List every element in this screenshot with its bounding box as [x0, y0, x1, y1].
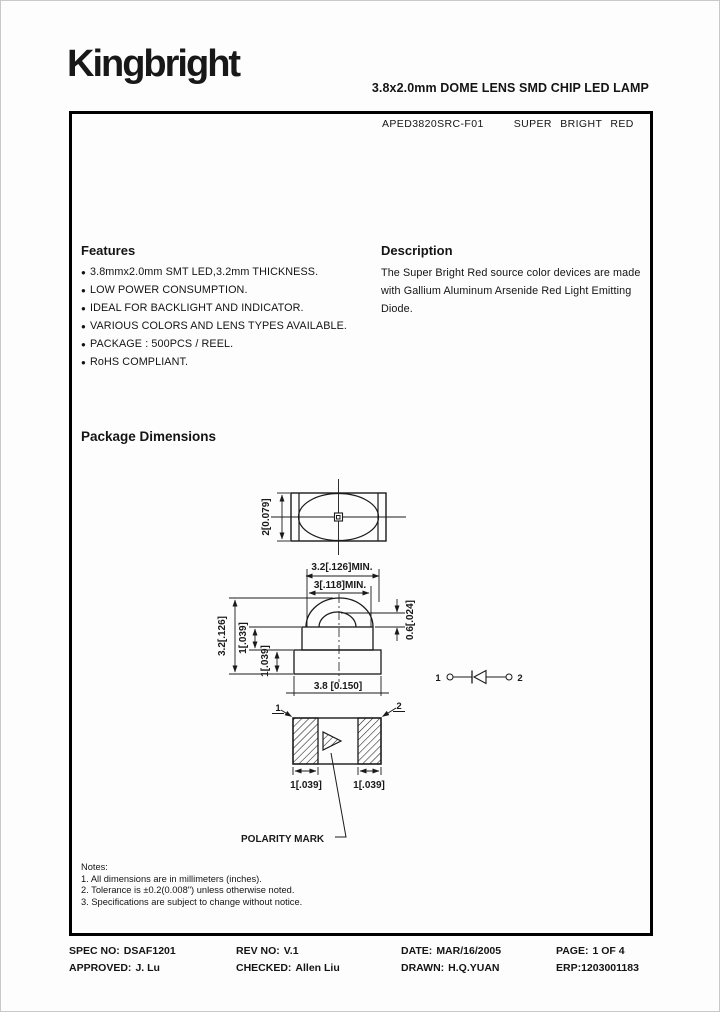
- notes-heading: Notes:: [81, 862, 108, 872]
- feature-text: PACKAGE : 500PCS / REEL.: [90, 338, 234, 350]
- footer-rev-no: REV NO: V.1: [236, 945, 299, 957]
- footer-page: PAGE: 1 OF 4: [556, 945, 625, 957]
- feature-item: [81, 300, 347, 318]
- pad2-label: 2: [396, 701, 402, 712]
- dim-top-view-height: 2[0.079]: [261, 498, 272, 536]
- feature-text: IDEAL FOR BACKLIGHT AND INDICATOR.: [90, 302, 304, 314]
- footer-erp: ERP:1203001183: [556, 962, 639, 974]
- dim-pad1-width: 1[.039]: [290, 780, 322, 791]
- features-heading: Features: [81, 243, 136, 258]
- note-line: 2. Tolerance is ±0.2(0.008") unless otherwise noted.: [81, 885, 295, 896]
- dim-base-height: 1[.039]: [260, 645, 271, 677]
- bottom-view-drawing: [241, 701, 405, 845]
- description-text: Diode.: [381, 303, 413, 316]
- footer-drawn: DRAWN: H.Q.YUAN: [401, 962, 500, 974]
- footer-approved: APPROVED: J. Lu: [69, 962, 160, 974]
- bullet-icon: ●: [81, 340, 86, 349]
- part-number: APED3820SRC-F01: [382, 118, 484, 130]
- features-section: [81, 243, 347, 372]
- circuit-pin1-label: 1: [435, 673, 441, 684]
- bullet-icon: ●: [81, 286, 86, 295]
- feature-text: 3.8mmx2.0mm SMT LED,3.2mm THICKNESS.: [90, 266, 319, 278]
- description-heading: Description: [381, 243, 453, 258]
- footer-date: DATE: MAR/16/2005: [401, 945, 502, 957]
- doc-title: 3.8x2.0mm DOME LENS SMD CHIP LED LAMP: [371, 81, 649, 95]
- feature-item: [81, 264, 347, 282]
- part-line: [382, 118, 634, 130]
- footer-checked: CHECKED: Allen Liu: [236, 962, 340, 974]
- bullet-icon: ●: [81, 268, 86, 277]
- feature-item: [81, 354, 347, 372]
- bullet-icon: ●: [81, 322, 86, 331]
- feature-text: LOW POWER CONSUMPTION.: [90, 284, 248, 296]
- footer-spec-no: SPEC NO: DSAF1201: [69, 945, 176, 957]
- bullet-icon: ●: [81, 358, 86, 367]
- part-color-name: SUPER BRIGHT RED: [513, 118, 634, 130]
- description-text: with Gallium Aluminum Arsenide Red Light Emitting: [381, 285, 632, 298]
- note-line: 3. Specifications are subject to change without notice.: [81, 896, 303, 907]
- feature-item: [81, 336, 347, 354]
- polarity-mark-label: POLARITY MARK: [241, 834, 325, 845]
- package-drawings: [69, 456, 653, 856]
- side-view-drawing: [217, 562, 416, 696]
- circuit-pin2-label: 2: [517, 673, 523, 684]
- dim-body-height: 1[.039]: [238, 622, 249, 654]
- dim-lens-width: 3.2[.126]MIN.: [311, 562, 373, 573]
- package-dimensions-heading: Package Dimensions: [81, 429, 217, 444]
- note-line: 1. All dimensions are in millimeters (inches).: [81, 873, 262, 884]
- dim-dome-tip: 0.6[.024]: [405, 599, 416, 641]
- notes-section: [81, 862, 302, 908]
- feature-item: [81, 282, 347, 300]
- feature-text: VARIOUS COLORS AND LENS TYPES AVAILABLE.: [90, 320, 348, 332]
- pad1-label: 1: [275, 703, 281, 714]
- description-text: The Super Bright Red source color devices are made: [381, 267, 641, 279]
- polarity-mark-triangle: [323, 732, 341, 750]
- description-section: [381, 243, 649, 319]
- feature-text: RoHS COMPLIANT.: [90, 356, 189, 368]
- bullet-icon: ●: [81, 304, 86, 313]
- dim-pad2-width: 1[.039]: [353, 780, 385, 791]
- dim-total-height: 3.2[.126]: [217, 615, 228, 657]
- top-view-drawing: [261, 479, 406, 555]
- circuit-diagram: [435, 671, 522, 685]
- feature-item: [81, 318, 347, 336]
- kingbright-logo: Kingbright: [67, 43, 240, 85]
- dim-dome-width: 3[.118]MIN.: [313, 580, 367, 591]
- dim-length: 3.8 [0.150]: [313, 681, 363, 692]
